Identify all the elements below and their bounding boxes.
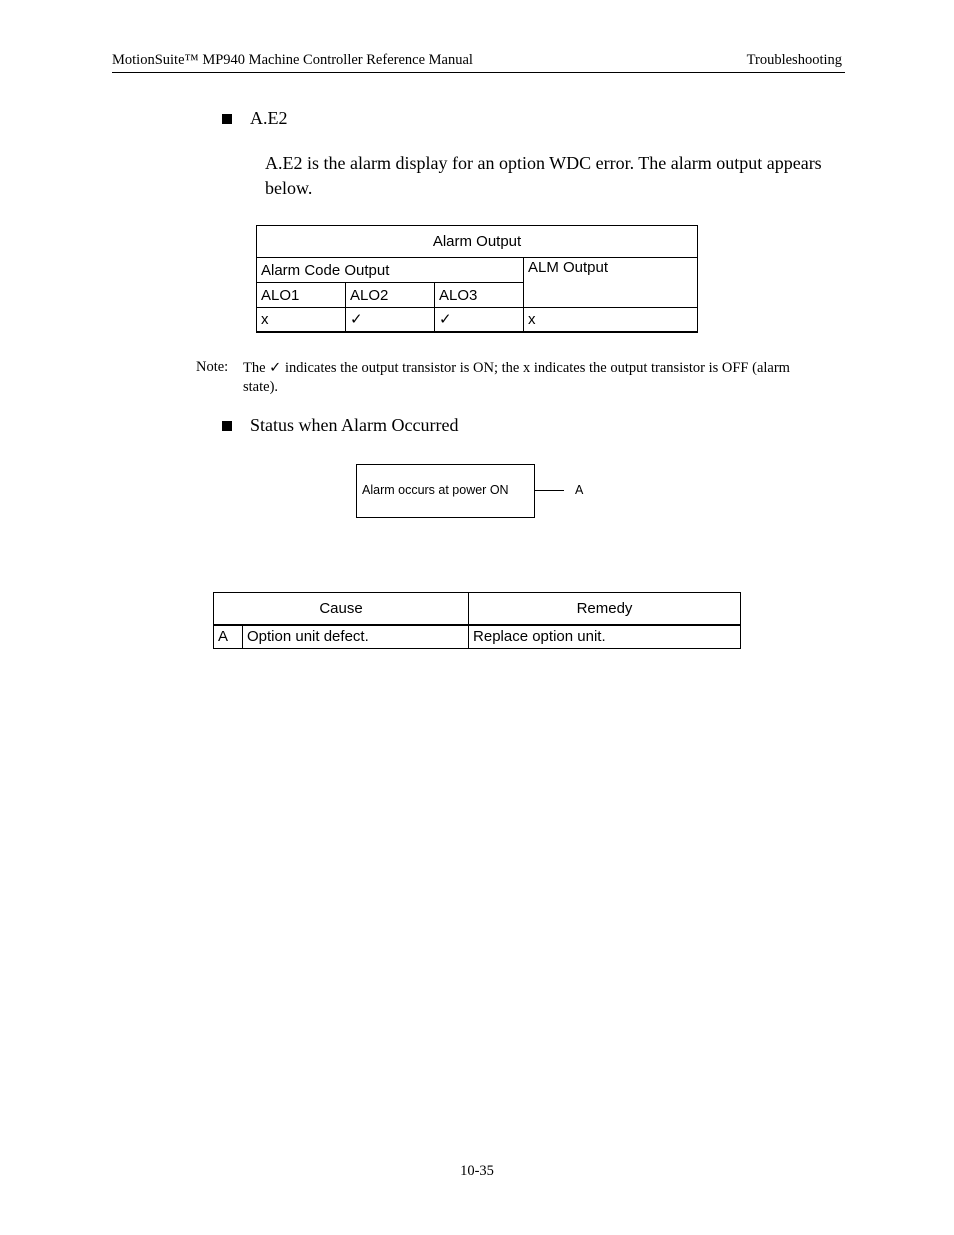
column-header-alo3: ALO3	[435, 283, 524, 308]
value-alo2: ✓	[346, 308, 435, 332]
note-label: Note:	[196, 359, 229, 375]
alarm-output-title: Alarm Output	[257, 226, 698, 258]
cause-remedy-table	[213, 592, 741, 649]
status-connector-line	[535, 490, 564, 491]
section-heading-ae2	[222, 108, 288, 129]
note-text: The ✓ indicates the output transistor is ON; the x indicates the output transistor is OFF (alarm state).	[243, 360, 790, 395]
alarm-output-table	[256, 225, 698, 333]
section-title: Status when Alarm Occurred	[250, 415, 459, 435]
column-header-alo1: ALO1	[257, 283, 346, 308]
status-letter: A	[575, 483, 584, 497]
section-title: A.E2	[250, 108, 288, 128]
value-alm-output: x	[524, 308, 698, 332]
column-header-alo2: ALO2	[346, 283, 435, 308]
page-number: 10-35	[460, 1163, 494, 1179]
row-id: A	[214, 625, 243, 649]
value-alo1: x	[257, 308, 346, 332]
remedy-header: Remedy	[469, 593, 741, 625]
section-heading-status	[222, 415, 458, 436]
bullet-square-icon	[222, 421, 232, 431]
alarm-code-output-header: Alarm Code Output	[257, 258, 524, 283]
value-alo3: ✓	[435, 308, 524, 332]
header-rule	[112, 72, 845, 73]
running-header-title: MotionSuite™ MP940 Machine Controller Reference Manual	[112, 52, 473, 68]
row-cause: Option unit defect.	[243, 625, 469, 649]
cause-header: Cause	[214, 593, 469, 625]
description-paragraph: A.E2 is the alarm display for an option WDC error. The alarm output appears below.	[265, 153, 822, 198]
bullet-square-icon	[222, 114, 232, 124]
running-header-section: Troubleshooting	[746, 52, 842, 68]
alm-output-header: ALM Output	[524, 258, 698, 308]
row-remedy: Replace option unit.	[469, 625, 741, 649]
status-box-text: Alarm occurs at power ON	[362, 483, 509, 497]
